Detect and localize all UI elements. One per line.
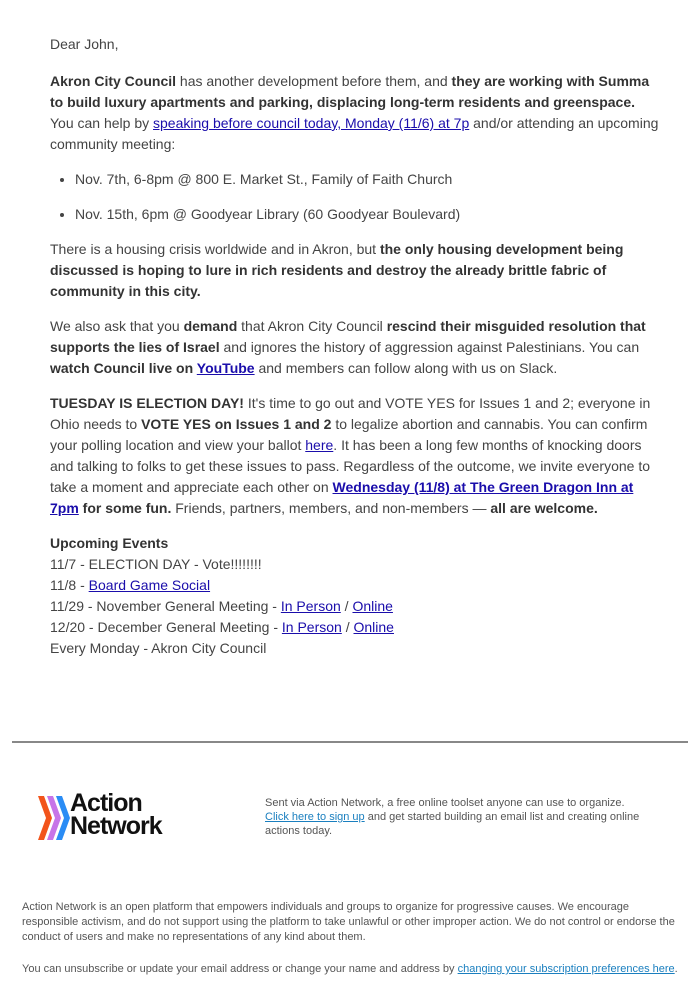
- november-in-person-link[interactable]: In Person: [280, 598, 341, 614]
- event-item: 12/20 - December General Meeting - In Person / Online: [50, 619, 394, 635]
- event-item: Every Monday - Akron City Council: [50, 640, 267, 656]
- sent-via-text: Sent via Action Network, a free online toolset anyone can use to organize. Click here to sign up and get started building an email list and creating online actions today.: [265, 797, 640, 837]
- bold-text: they are working with Summa to build luxury apartments and parking, displacing long-term residents and greenspace.: [50, 73, 650, 110]
- december-online-link[interactable]: Online: [353, 619, 394, 635]
- paragraph-development: Akron City Council has another development before them, and they are working with Summa to build luxury apartments and parking, displacing long-term residents and greenspace. You can help by speaking before council today, Monday (11/6) at 7p and/or attending an upcoming community meeting:: [50, 73, 659, 152]
- event-item: 11/7 - ELECTION DAY - Vote!!!!!!!!: [50, 556, 262, 572]
- paragraph-resolution: We also ask that you demand that Akron City Council rescind their misguided resolution that supports the lies of Israel and ignores the history of aggression against Palestinians. You can watch Council live on YouTube and members can follow along with us on Slack.: [50, 318, 646, 376]
- event-item: 11/29 - November General Meeting - In Person / Online: [50, 598, 393, 614]
- green-dragon-link[interactable]: Wednesday (11/8) at The Green Dragon Inn at 7pm: [50, 479, 634, 516]
- bold-text: the only housing development being discussed is hoping to lure in rich residents and destroy the already brittle fabric of community in this city.: [50, 241, 624, 299]
- footer-divider: [12, 741, 688, 743]
- december-in-person-link[interactable]: In Person: [281, 619, 342, 635]
- speak-council-link[interactable]: speaking before council today, Monday (11/6) at 7p: [153, 115, 470, 131]
- chevrons-icon: [38, 796, 72, 840]
- unsubscribe-text: You can unsubscribe or update your email address or change your name and address by changing your subscription preferences here.: [22, 963, 678, 975]
- bold-text: Akron City Council: [50, 73, 177, 89]
- subscription-preferences-link[interactable]: changing your subscription preferences here: [457, 963, 675, 975]
- meetings-list: [50, 169, 660, 225]
- board-game-social-link[interactable]: Board Game Social: [88, 577, 211, 593]
- signup-link[interactable]: Click here to sign up: [265, 811, 365, 823]
- email-body: [50, 34, 660, 659]
- events-heading: Upcoming Events: [50, 535, 169, 551]
- list-item: • Nov. 15th, 6pm @ Goodyear Library (60 Goodyear Boulevard): [75, 204, 660, 225]
- logo-wordmark: Action Network: [70, 789, 162, 840]
- paragraph-election: TUESDAY IS ELECTION DAY! It's time to go out and VOTE YES for Issues 1 and 2; everyone in Ohio needs to VOTE YES on Issues 1 and 2 to legalize abortion and cannabis. You can confirm your polling location and view your ballot here. It has been a long few months of knocking doors and talking to folks to get these issues to pass. Regardless of the outcome, we invite everyone to take a moment and appreciate each other on Wednesday (11/8) at The Green Dragon Inn at 7pm for some fun. Friends, partners, members, and non-members — all are welcome.: [50, 395, 651, 516]
- paragraph-housing: There is a housing crisis worldwide and in Akron, but the only housing development being discussed is hoping to lure in rich residents and destroy the already brittle fabric of community in this city.: [50, 241, 624, 299]
- youtube-link[interactable]: YouTube: [196, 360, 255, 376]
- ballot-here-link[interactable]: here: [305, 437, 334, 453]
- greeting: Dear John,: [50, 36, 119, 52]
- action-network-logo[interactable]: [38, 789, 198, 842]
- disclaimer-text: Action Network is an open platform that empowers individuals and groups to organize for progressive causes. We encourage responsible activism, and do not support using the platform to take unlawful or other improper action. We do not control or endorse the conduct of users and make no representations of any kind about them.: [22, 901, 675, 943]
- list-item: • Nov. 7th, 6-8pm @ 800 E. Market St., Family of Faith Church: [75, 169, 660, 190]
- event-item: 11/8 - Board Game Social: [50, 577, 211, 593]
- upcoming-events: [50, 533, 660, 659]
- november-online-link[interactable]: Online: [352, 598, 393, 614]
